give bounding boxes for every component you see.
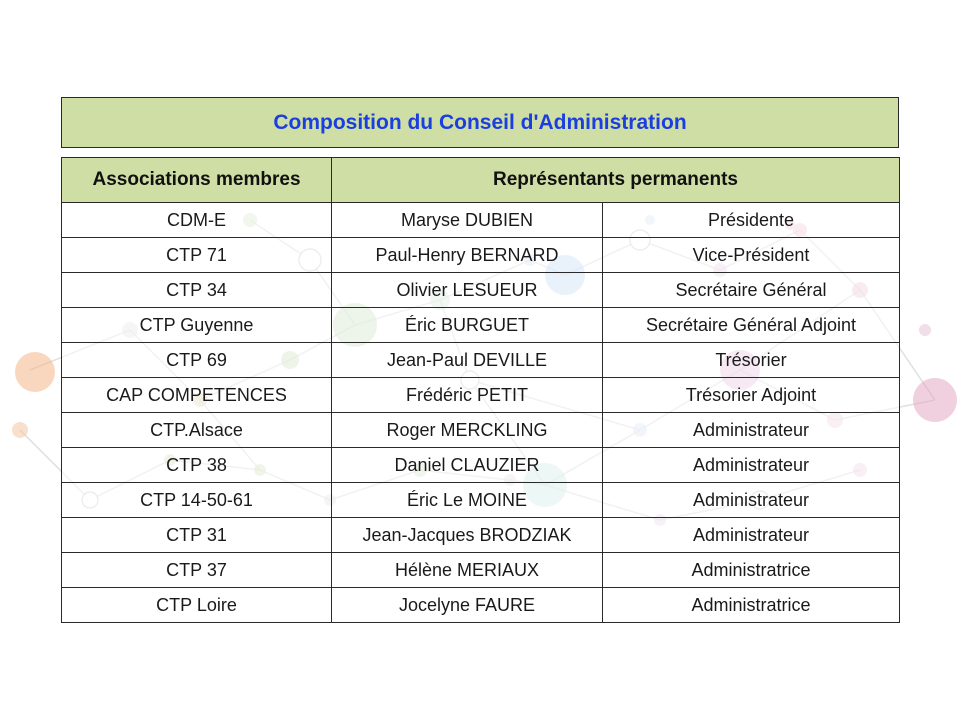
role-cell: Administratrice: [603, 588, 900, 623]
table-row: [62, 273, 900, 308]
association-cell: CTP 14-50-61: [62, 483, 332, 518]
association-cell: CAP COMPETENCES: [62, 378, 332, 413]
role-cell: Secrétaire Général Adjoint: [603, 308, 900, 343]
association-cell: CTP 34: [62, 273, 332, 308]
representative-name-cell: Frédéric PETIT: [332, 378, 603, 413]
representative-name-cell: Jean-Jacques BRODZIAK: [332, 518, 603, 553]
representative-name-cell: Éric Le MOINE: [332, 483, 603, 518]
representative-name-cell: Jocelyne FAURE: [332, 588, 603, 623]
table-row: [62, 448, 900, 483]
representative-name-cell: Jean-Paul DEVILLE: [332, 343, 603, 378]
table-row: [62, 343, 900, 378]
table-row: [62, 413, 900, 448]
association-cell: CTP 31: [62, 518, 332, 553]
role-cell: Trésorier: [603, 343, 900, 378]
association-cell: CTP 37: [62, 553, 332, 588]
table-row: [62, 483, 900, 518]
association-cell: CTP Loire: [62, 588, 332, 623]
table-row: [62, 203, 900, 238]
header-associations: Associations membres: [62, 158, 332, 203]
table-row: [62, 518, 900, 553]
association-cell: CTP 71: [62, 238, 332, 273]
role-cell: Administrateur: [603, 413, 900, 448]
table-header-row: [62, 158, 900, 203]
page-title: Composition du Conseil d'Administration: [273, 110, 687, 134]
role-cell: Administrateur: [603, 483, 900, 518]
representative-name-cell: Hélène MERIAUX: [332, 553, 603, 588]
representative-name-cell: Éric BURGUET: [332, 308, 603, 343]
table-row: [62, 238, 900, 273]
table-row: [62, 378, 900, 413]
role-cell: Administrateur: [603, 518, 900, 553]
header-representants: Représentants permanents: [332, 158, 900, 203]
role-cell: Trésorier Adjoint: [603, 378, 900, 413]
role-cell: Vice-Président: [603, 238, 900, 273]
association-cell: CTP 69: [62, 343, 332, 378]
role-cell: Présidente: [603, 203, 900, 238]
board-composition-table: [61, 157, 900, 623]
role-cell: Administrateur: [603, 448, 900, 483]
table-row: [62, 553, 900, 588]
association-cell: CTP.Alsace: [62, 413, 332, 448]
association-cell: CDM-E: [62, 203, 332, 238]
association-cell: CTP 38: [62, 448, 332, 483]
role-cell: Administratrice: [603, 553, 900, 588]
representative-name-cell: Maryse DUBIEN: [332, 203, 603, 238]
representative-name-cell: Paul-Henry BERNARD: [332, 238, 603, 273]
association-cell: CTP Guyenne: [62, 308, 332, 343]
representative-name-cell: Daniel CLAUZIER: [332, 448, 603, 483]
table-row: [62, 308, 900, 343]
representative-name-cell: Roger MERCKLING: [332, 413, 603, 448]
title-box: [61, 97, 899, 148]
role-cell: Secrétaire Général: [603, 273, 900, 308]
table-row: [62, 588, 900, 623]
representative-name-cell: Olivier LESUEUR: [332, 273, 603, 308]
